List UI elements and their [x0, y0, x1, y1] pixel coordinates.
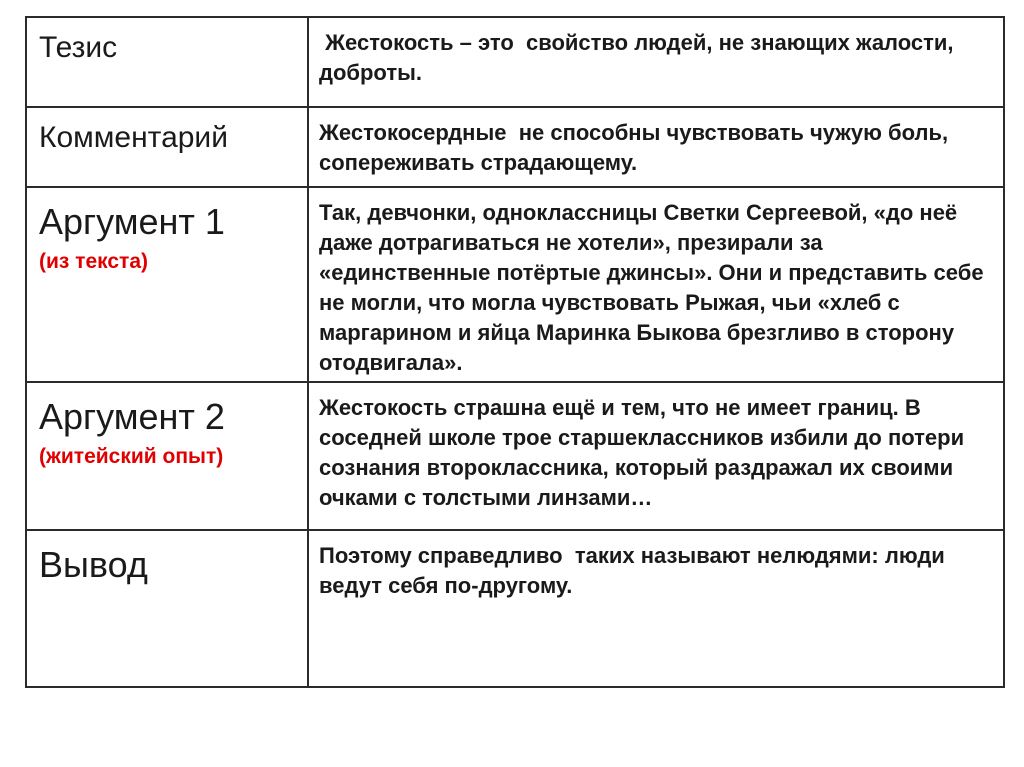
- table-row-argument-2: [26, 382, 1004, 530]
- essay-table: [25, 16, 1005, 688]
- argument-1-note: (из текста): [39, 250, 149, 273]
- comment-label: Комментарий: [39, 121, 228, 154]
- argument-1-label: Аргумент 1: [39, 201, 225, 242]
- comment-label-cell: [26, 107, 308, 187]
- thesis-text: Жестокость – это свойство людей, не знающих жалости, доброты.: [319, 30, 960, 85]
- argument-2-note: (житейский опыт): [39, 445, 224, 468]
- thesis-label-cell: [26, 17, 308, 107]
- argument-2-label: Аргумент 2: [39, 396, 225, 437]
- table-row-conclusion: [26, 530, 1004, 687]
- conclusion-text: Поэтому справедливо таких называют нелюдями: люди ведут себя по-другому.: [319, 543, 951, 598]
- table-row-argument-1: [26, 187, 1004, 382]
- argument-1-content-cell: [308, 187, 1004, 382]
- thesis-label: Тезис: [39, 31, 118, 64]
- argument-2-content-cell: [308, 382, 1004, 530]
- table-row-comment: [26, 107, 1004, 187]
- conclusion-label-cell: [26, 530, 308, 687]
- table-row-thesis: [26, 17, 1004, 107]
- argument-1-label-cell: [26, 187, 308, 382]
- conclusion-content-cell: [308, 530, 1004, 687]
- conclusion-label: Вывод: [39, 544, 148, 585]
- argument-2-text: Жестокость страшна ещё и тем, что не имеет границ. В соседней школе трое старшеклассников избили до потери сознания второклассника, который раздражал их своими очками с толстыми линзами…: [319, 395, 965, 510]
- comment-content-cell: [308, 107, 1004, 187]
- comment-text: Жестокосердные не способны чувствовать чужую боль, сопереживать страдающему.: [319, 120, 955, 175]
- argument-1-text: Так, девчонки, одноклассницы Светки Сергеевой, «до неё даже дотрагиваться не хотели», презирали за «единственные потёртые джинсы». Они и представить себе не могли, что могла чувствовать Рыжая, чьи «хлеб с маргарином и яйца Маринка Быкова брезгливо в сторону отодвигала».: [319, 200, 984, 375]
- argument-2-label-cell: [26, 382, 308, 530]
- thesis-content-cell: [308, 17, 1004, 107]
